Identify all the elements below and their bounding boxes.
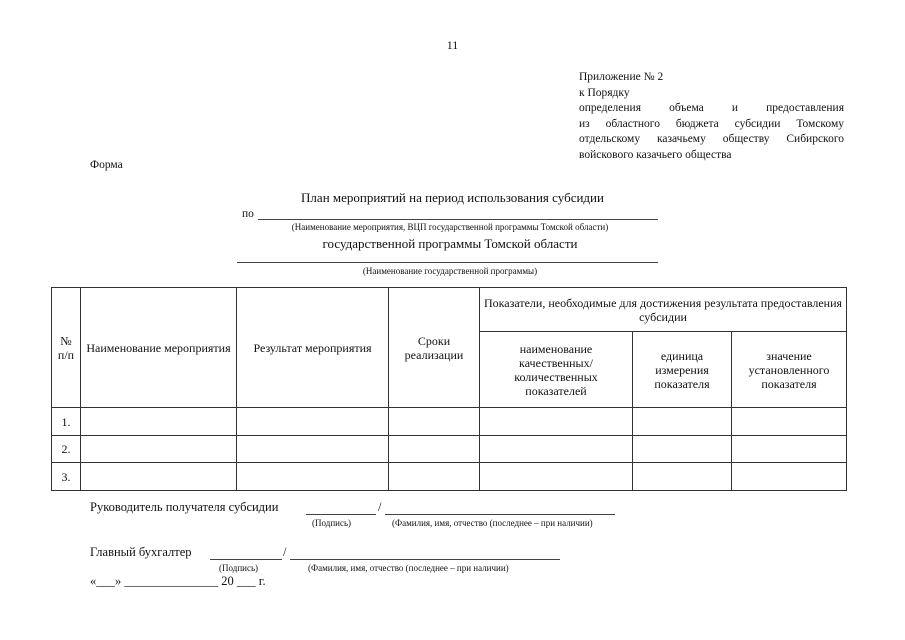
accountant-slash: / bbox=[283, 545, 287, 559]
plan-table bbox=[51, 287, 847, 491]
header-indicator-unit: единица измерения показателя bbox=[633, 332, 732, 408]
accountant-label: Главный бухгалтер bbox=[90, 545, 192, 559]
table-cell bbox=[389, 436, 480, 463]
table-cell bbox=[633, 408, 732, 436]
program-name-caption: (Наименование государственной программы) bbox=[362, 266, 538, 276]
head-name-caption: (Фамилия, имя, отчество (последнее – при наличии) bbox=[392, 518, 593, 528]
table-cell bbox=[237, 408, 389, 436]
head-signature-caption: (Подпись) bbox=[312, 518, 352, 528]
table-row bbox=[52, 408, 847, 436]
table-cell bbox=[732, 436, 847, 463]
row-number: 2. bbox=[52, 436, 81, 463]
table-cell bbox=[633, 463, 732, 491]
table-cell bbox=[732, 408, 847, 436]
table-cell bbox=[480, 408, 633, 436]
table-cell bbox=[81, 436, 237, 463]
row-number: 3. bbox=[52, 463, 81, 491]
header-indicators-group: Показатели, необходимые для достижения результата предоставления субсидии bbox=[480, 288, 847, 332]
header-name: Наименование мероприятия bbox=[81, 288, 237, 408]
appendix-line: определения объема и предоставления bbox=[579, 102, 844, 114]
plan-title: План мероприятий на период использования субсидии bbox=[301, 190, 604, 205]
appendix-line: из областного бюджета субсидии Томскому bbox=[579, 117, 844, 130]
table-cell bbox=[480, 436, 633, 463]
appendix-header bbox=[579, 70, 844, 163]
appendix-line: войскового казачьего общества bbox=[579, 148, 732, 161]
accountant-signature-line bbox=[210, 559, 282, 560]
row-number: 1. bbox=[52, 408, 81, 436]
header-result: Результат мероприятия bbox=[237, 288, 389, 408]
table-cell bbox=[389, 463, 480, 491]
header-terms: Сроки реализации bbox=[389, 288, 480, 408]
program-name-line bbox=[237, 262, 658, 263]
head-signature-line bbox=[306, 514, 376, 515]
event-name-line bbox=[258, 219, 658, 220]
table-cell bbox=[633, 436, 732, 463]
event-name-caption: (Наименование мероприятия, ВЦП государственной программы Томской области) bbox=[291, 222, 609, 232]
accountant-name-caption: (Фамилия, имя, отчество (последнее – при наличии) bbox=[308, 563, 509, 573]
table-cell bbox=[81, 463, 237, 491]
accountant-name-line bbox=[290, 559, 560, 560]
table-cell bbox=[480, 463, 633, 491]
head-name-line bbox=[385, 514, 615, 515]
table-cell bbox=[81, 408, 237, 436]
table-cell bbox=[732, 463, 847, 491]
table-row bbox=[52, 463, 847, 491]
accountant-signature-caption: (Подпись) bbox=[219, 563, 259, 573]
date-line: «___» _______________ 20 ___ г. bbox=[90, 574, 266, 588]
table-cell bbox=[237, 436, 389, 463]
appendix-line: отдельскому казачьему обществу Сибирского bbox=[579, 133, 844, 145]
table-row bbox=[52, 436, 847, 463]
table-header-row bbox=[52, 288, 847, 332]
header-num: № п/п bbox=[52, 288, 81, 408]
header-indicator-name: наименование качественных/ количественных показателей bbox=[480, 332, 633, 408]
po-label: по bbox=[242, 208, 254, 220]
form-label: Форма bbox=[90, 159, 123, 171]
table-cell bbox=[237, 463, 389, 491]
appendix-line: Приложение № 2 bbox=[579, 71, 664, 83]
table-cell bbox=[389, 408, 480, 436]
program-line-text: государственной программы Томской области bbox=[322, 236, 578, 251]
header-indicator-value: значение установленного показателя bbox=[732, 332, 847, 408]
appendix-line: к Порядку bbox=[579, 86, 630, 99]
head-signature-label: Руководитель получателя субсидии bbox=[90, 500, 279, 514]
head-slash: / bbox=[378, 500, 382, 514]
page-number: 11 bbox=[446, 38, 459, 52]
